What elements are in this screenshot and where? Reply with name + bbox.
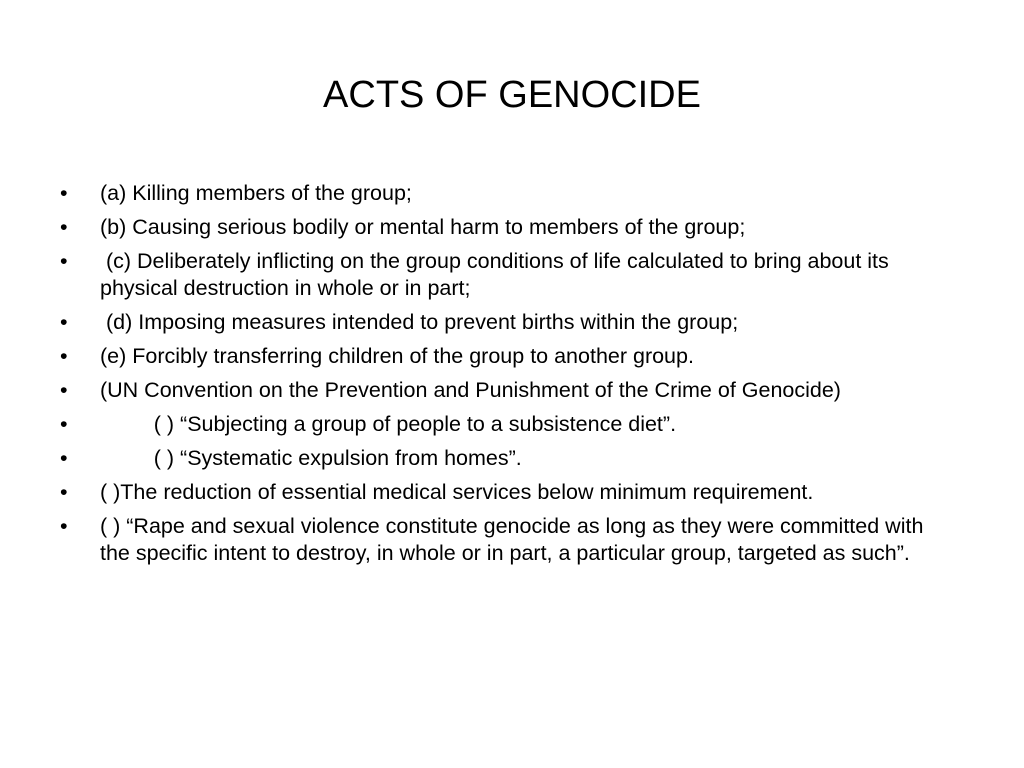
- bullet-text: ( )The reduction of essential medical services below minimum requirement.: [100, 480, 814, 504]
- bullet-icon: •: [60, 310, 68, 334]
- bullet-icon: •: [60, 412, 68, 436]
- bullet-text: (b) Causing serious bodily or mental harm to members of the group;: [100, 215, 746, 239]
- bullet-icon: •: [60, 344, 68, 368]
- list-item: [56, 309, 936, 336]
- bullet-text: (c) Deliberately inflicting on the group conditions of life calculated to bring about its physical destruction in whole or in part;: [100, 249, 895, 300]
- list-item: [56, 479, 936, 506]
- list-item: [56, 411, 936, 438]
- bullet-text: (d) Imposing measures intended to prevent births within the group;: [100, 310, 739, 334]
- bullet-text: ( ) “Systematic expulsion from homes”.: [100, 446, 522, 470]
- bullet-text: ( ) “Rape and sexual violence constitute genocide as long as they were committed with the specific intent to destroy, in whole or in part, a particular group, targeted as such”.: [100, 514, 930, 565]
- list-item: [56, 445, 936, 472]
- bullet-text: (e) Forcibly transferring children of the group to another group.: [100, 344, 694, 368]
- list-item: [56, 180, 936, 207]
- slide-title: ACTS OF GENOCIDE: [323, 74, 701, 116]
- list-item: [56, 248, 936, 302]
- bullet-icon: •: [60, 378, 68, 402]
- bullet-text: ( ) “Subjecting a group of people to a subsistence diet”.: [100, 412, 677, 436]
- bullet-icon: •: [60, 446, 68, 470]
- bullet-icon: •: [60, 249, 68, 273]
- bullet-list: [56, 180, 936, 574]
- bullet-icon: •: [60, 480, 68, 504]
- list-item: [56, 513, 936, 567]
- bullet-text: (a) Killing members of the group;: [100, 181, 412, 205]
- bullet-icon: •: [60, 181, 68, 205]
- list-item: [56, 343, 936, 370]
- bullet-text: (UN Convention on the Prevention and Punishment of the Crime of Genocide): [100, 378, 841, 402]
- bullet-icon: •: [60, 215, 68, 239]
- bullet-icon: •: [60, 514, 68, 538]
- list-item: [56, 214, 936, 241]
- list-item: [56, 377, 936, 404]
